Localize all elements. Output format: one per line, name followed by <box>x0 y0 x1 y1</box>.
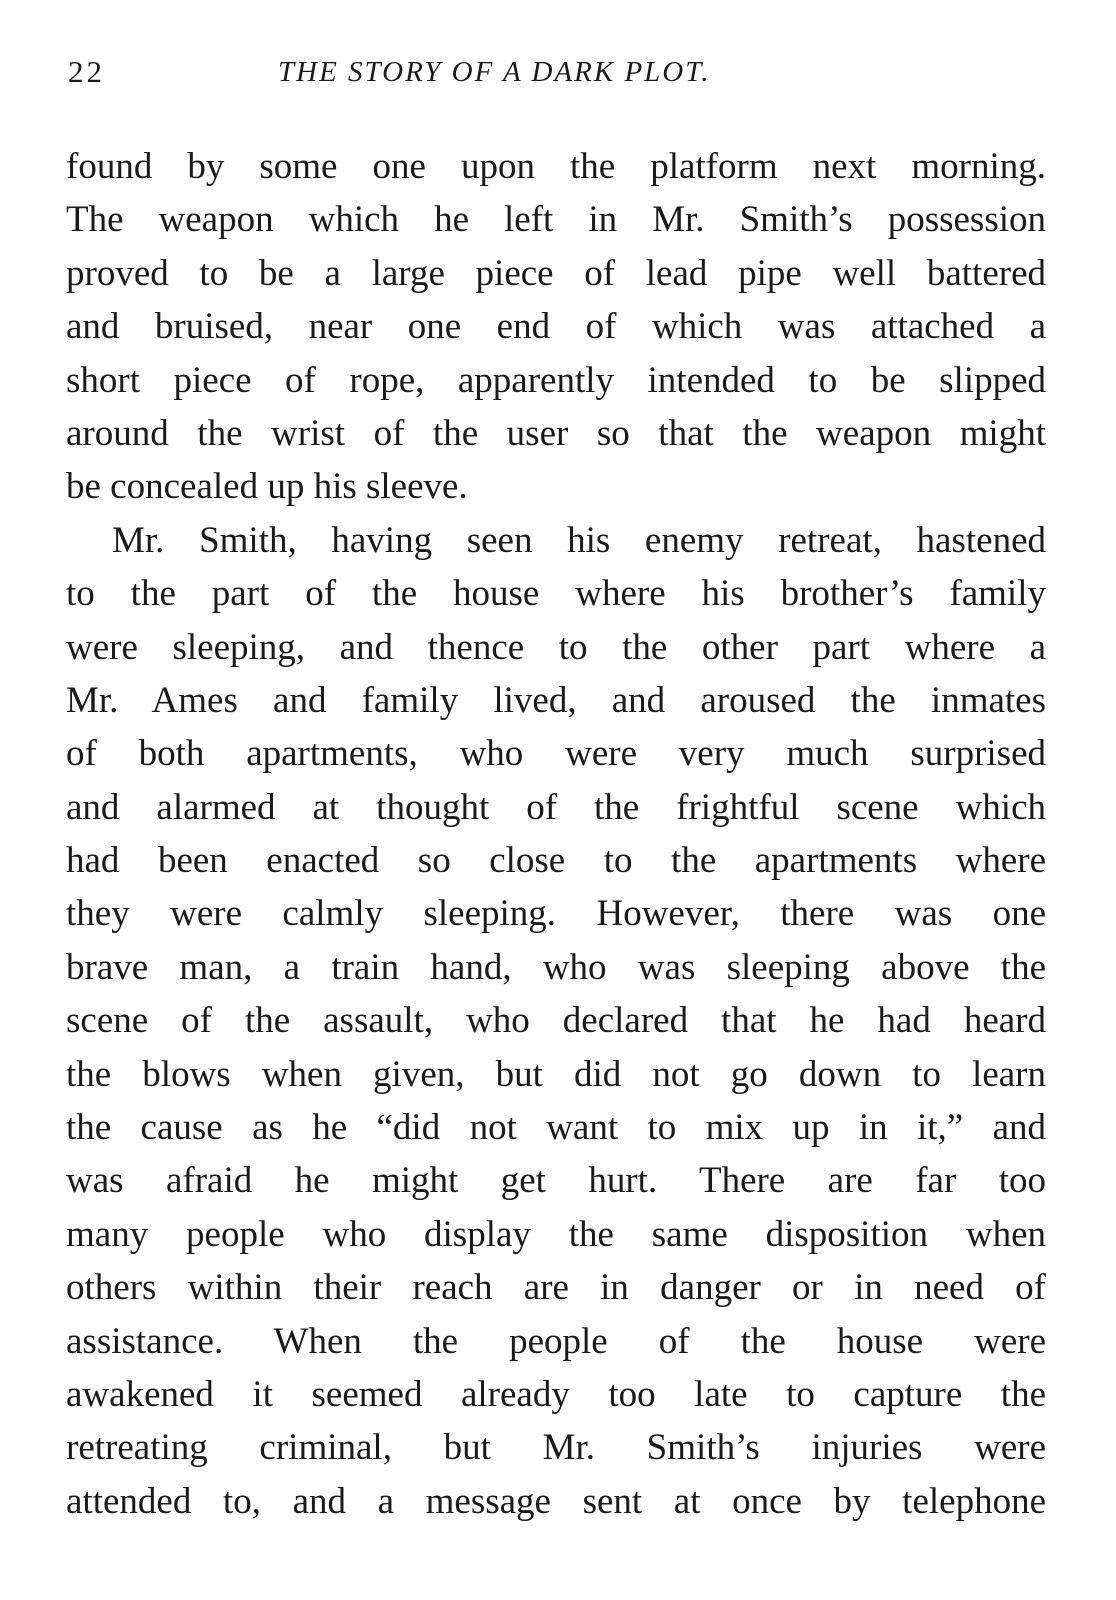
text-line: were sleeping, and thence to the other part where a <box>66 626 1046 668</box>
running-head <box>68 54 1048 94</box>
text-line: was afraid he might get hurt. There are far too <box>66 1160 1046 1202</box>
text-line: to the part of the house where his brother’s family <box>66 573 1046 615</box>
text-line: retreating criminal, but Mr. Smith’s injuries were <box>66 1427 1046 1469</box>
text-line: found by some one upon the platform next morning. <box>66 146 1046 187</box>
text-line: attended to, and a message sent at once by telephone <box>66 1480 1046 1522</box>
text-line: they were calmly sleeping. However, there was one <box>66 893 1046 935</box>
text-line: the blows when given, but did not go down to learn <box>66 1053 1046 1095</box>
text-line: Mr. Ames and family lived, and aroused the inmates <box>66 679 1046 721</box>
text-line: brave man, a train hand, who was sleeping above the <box>66 946 1046 988</box>
page-number: 22 <box>68 54 105 89</box>
text-line: assistance. When the people of the house were <box>66 1320 1046 1362</box>
text-line: Mr. Smith, having seen his enemy retreat, hastened <box>112 519 1046 561</box>
running-title: THE STORY OF A DARK PLOT. <box>278 56 711 88</box>
text-line: awakened it seemed already too late to capture the <box>66 1373 1046 1415</box>
text-line: others within their reach are in danger or in need of <box>66 1267 1046 1309</box>
text-line: many people who display the same disposition when <box>66 1213 1046 1255</box>
text-line: short piece of rope, apparently intended to be slipped <box>66 359 1046 401</box>
text-line: scene of the assault, who declared that he had heard <box>66 1000 1046 1042</box>
text-line: had been enacted so close to the apartments where <box>66 840 1046 882</box>
text-line: be concealed up his sleeve. <box>66 466 468 508</box>
text-line: around the wrist of the user so that the weapon might <box>66 412 1046 454</box>
text-line: of both apartments, who were very much surprised <box>66 733 1046 775</box>
text-line: proved to be a large piece of lead pipe well battered <box>66 252 1046 294</box>
text-line: and alarmed at thought of the frightful scene which <box>66 786 1046 828</box>
body-text <box>66 140 1046 1528</box>
text-line: The weapon which he left in Mr. Smith’s possession <box>66 199 1046 241</box>
text-line: the cause as he “did not want to mix up in it,” and <box>66 1107 1046 1149</box>
text-line: and bruised, near one end of which was attached a <box>66 306 1046 348</box>
